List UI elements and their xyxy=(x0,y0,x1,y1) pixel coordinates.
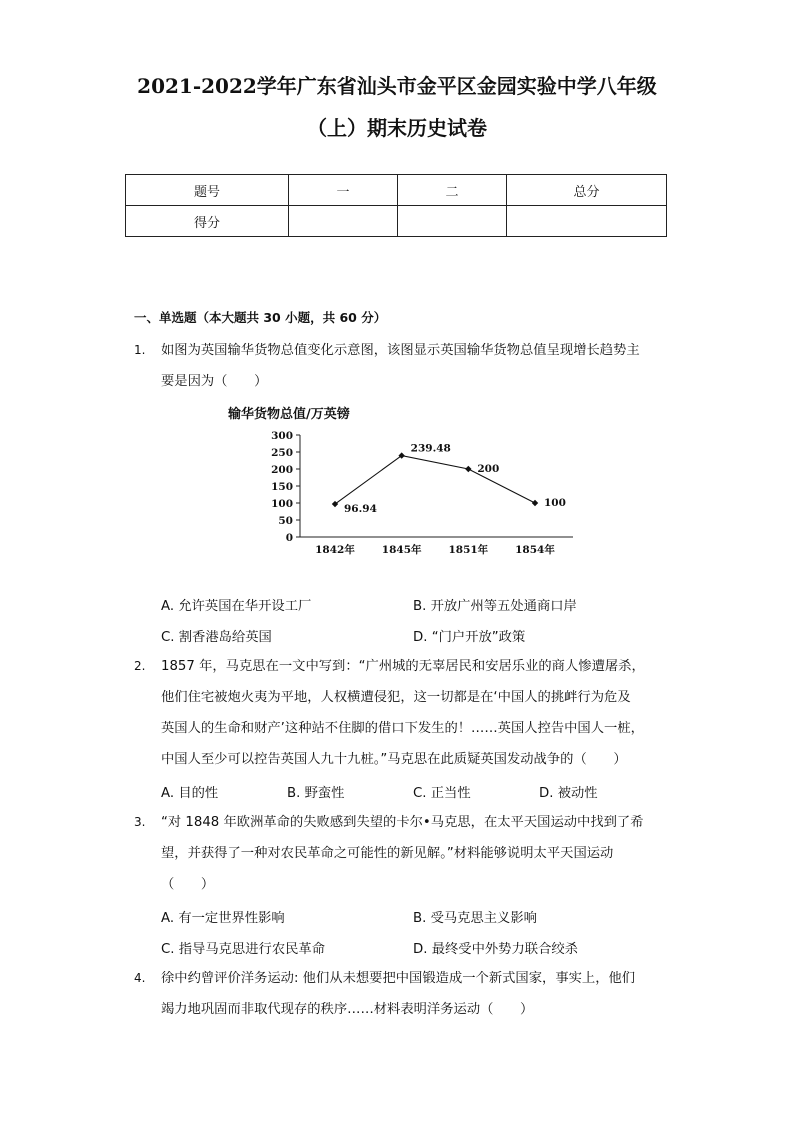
score-table xyxy=(125,174,667,237)
option-d[interactable]: D. 最终受中外势力联合绞杀 xyxy=(413,942,578,957)
question-text-line: 中国人至少可以控告英国人九十九桩。”马克思在此质疑英国发动战争的（ ） xyxy=(161,752,627,767)
section-heading: 一、单选题（本大题共 30 小题，共 60 分） xyxy=(134,310,387,325)
y-tick-label: 300 xyxy=(271,430,293,442)
series-line xyxy=(335,456,535,504)
question-number: 3. xyxy=(134,815,146,829)
question-text-line: 如图为英国输华货物总值变化示意图，该图显示英国输华货物总值呈现增长趋势主 xyxy=(161,343,640,358)
data-label: 200 xyxy=(477,463,500,475)
question-text-line: 竭力地巩固而非取代现存的秩序……材料表明洋务运动（ ） xyxy=(161,1002,534,1017)
score-row-label: 得分 xyxy=(126,206,289,237)
exam-title-line1: 2021-2022学年广东省汕头市金平区金园实验中学八年级 xyxy=(137,74,657,98)
option-c[interactable]: C. 割香港岛给英国 xyxy=(161,630,272,645)
option-b[interactable]: B. 受马克思主义影响 xyxy=(413,911,537,926)
y-tick-label: 50 xyxy=(278,515,293,527)
question-number: 1. xyxy=(134,343,146,357)
question-text-line: 英国人的生命和财产’这种站不住脚的借口下发生的！……英国人控告中国人一桩， xyxy=(161,721,644,736)
option-a[interactable]: A. 有一定世界性影响 xyxy=(161,911,285,926)
data-label: 96.94 xyxy=(344,503,377,516)
line-chart xyxy=(225,400,585,560)
score-cell xyxy=(398,206,507,237)
score-header-cell: 题号 xyxy=(126,175,289,206)
score-cell xyxy=(507,206,667,237)
x-tick-label: 1851年 xyxy=(448,544,489,556)
data-label: 239.48 xyxy=(410,442,451,455)
x-tick-label: 1845年 xyxy=(381,544,422,556)
question-text-line: 徐中约曾评价洋务运动: 他们从未想要把中国锻造成一个新式国家，事实上，他们 xyxy=(161,971,636,986)
score-table-header-row xyxy=(126,175,667,206)
data-label: 100 xyxy=(544,497,566,509)
y-tick-label: 200 xyxy=(271,464,293,476)
score-header-cell: 二 xyxy=(398,175,507,206)
option-b[interactable]: B. 开放广州等五处通商口岸 xyxy=(413,599,577,614)
chart-title: 输华货物总值/万英镑 xyxy=(228,407,350,422)
option-a[interactable]: A. 目的性 xyxy=(161,786,219,801)
question-text-line: 他们住宅被炮火夷为平地，人权横遭侵犯，这一切都是在‘中国人的挑衅行为危及 xyxy=(161,690,631,705)
question-text-line: 1857 年，马克思在一文中写到：“广州城的无辜居民和安居乐业的商人惨遭屠杀， xyxy=(161,659,645,674)
score-cell xyxy=(289,206,398,237)
data-point xyxy=(465,466,471,472)
question-text-line: 要是因为（ ） xyxy=(161,374,268,389)
option-d[interactable]: D. 被动性 xyxy=(539,786,598,801)
data-point xyxy=(532,500,538,506)
exam-title-line2: （上）期末历史试卷 xyxy=(307,116,487,140)
question-text-line: 望，并获得了一种对农民革命之可能性的新见解。”材料能够说明太平天国运动 xyxy=(161,846,614,861)
question-number: 2. xyxy=(134,659,146,673)
y-tick-label: 0 xyxy=(285,532,293,544)
y-tick-label: 100 xyxy=(271,498,293,510)
score-header-cell: 一 xyxy=(289,175,398,206)
option-b[interactable]: B. 野蛮性 xyxy=(287,786,345,801)
x-tick-label: 1854年 xyxy=(515,544,555,556)
option-a[interactable]: A. 允许英国在华开设工厂 xyxy=(161,599,312,614)
option-d[interactable]: D. “门户开放”政策 xyxy=(413,630,526,645)
score-table-score-row xyxy=(126,206,667,237)
option-c[interactable]: C. 正当性 xyxy=(413,786,471,801)
x-tick-label: 1842年 xyxy=(315,544,355,556)
question-number: 4. xyxy=(134,971,146,985)
score-header-cell: 总分 xyxy=(507,175,667,206)
question-text-line: “对 1848 年欧洲革命的失败感到失望的卡尔•马克思，在太平天国运动中找到了希 xyxy=(161,815,644,830)
question-text-line: （ ） xyxy=(161,877,215,892)
y-tick-label: 150 xyxy=(271,481,293,493)
export-value-chart xyxy=(225,400,585,560)
option-c[interactable]: C. 指导马克思进行农民革命 xyxy=(161,942,326,957)
y-tick-label: 250 xyxy=(271,447,293,459)
